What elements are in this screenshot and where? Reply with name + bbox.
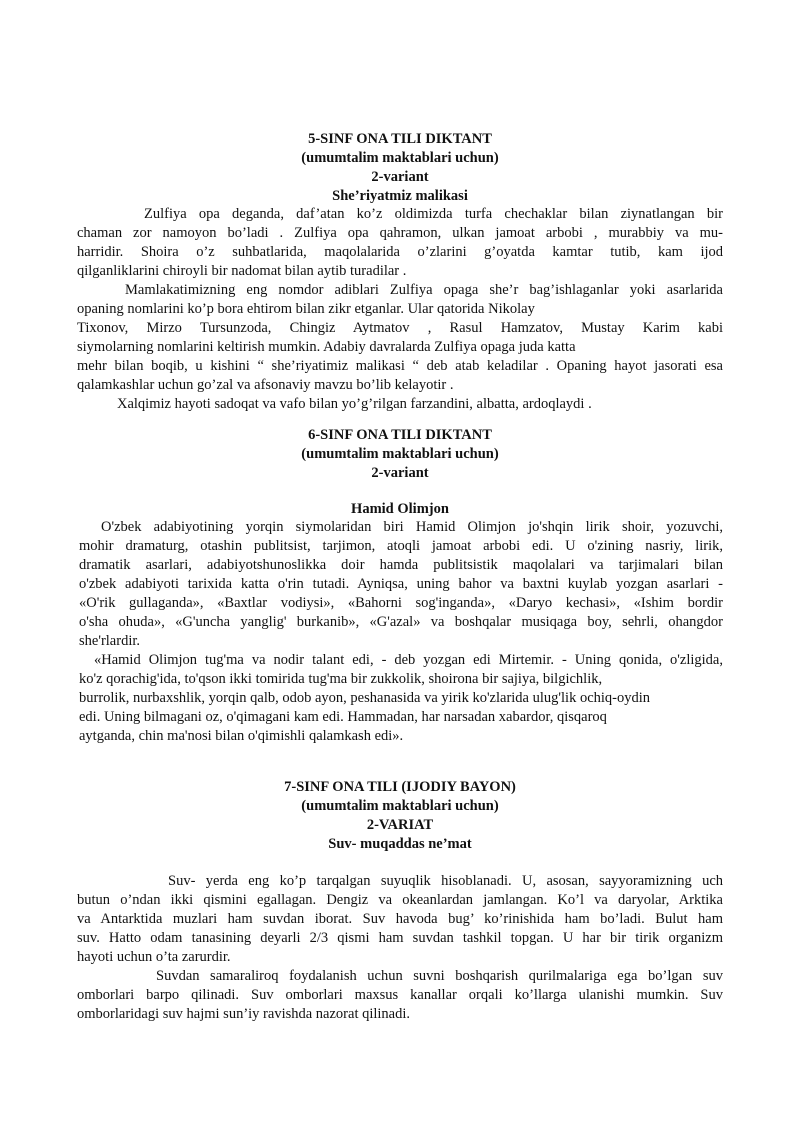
text-line: omborlaridagi suv hajmi sun’iy ravishda nazorat qilinadi. xyxy=(77,1006,411,1022)
text-line: chaman zor namoyon bo’ladi . Zulfiya opa qahramon, ulkan jamoat arbobi , murabbiy va mu- xyxy=(77,225,723,241)
heading-subtitle: (umumtalim maktablari uchun) xyxy=(301,798,499,814)
heading-title: 5-SINF ONA TILI DIKTANT xyxy=(308,131,492,147)
section-7-text xyxy=(77,872,723,1024)
text-line: Zulfiya opa deganda, daf’atan ko’z oldimizda turfa chechaklar bilan ziynatlangan bir xyxy=(144,206,723,222)
text-line: «O'rik gullaganda», «Baxtlar vodiysi», «Bahorni sog'inganda», «Daryo kechasi», «Ishim bordir xyxy=(79,595,723,611)
text-line: aytganda, chin ma'nosi bilan o'qimishli qalamkash edi». xyxy=(79,728,404,744)
text-line: mehr bilan boqib, u kishini “ she’riyatimiz malikasi “ deb atab keladilar . Opaning hayot jasorati esa xyxy=(77,358,723,374)
text-title: Suv- muqaddas ne’mat xyxy=(328,836,472,852)
text-line: qalamkashlar uchun go’zal va afsonaviy mavzu bo’lib kelayotir . xyxy=(77,377,454,393)
text-line: dramatik asarlari, adabiyotshunoslikka doir hamda publitsistik maqolalari va tarjimalari bilan xyxy=(79,557,723,573)
text-line: o'zbek adabiyoti tarixida katta o'rin tutadi. Ayniqsa, uning bahor va baxtni kuylab yozgan asarlari - xyxy=(79,576,723,592)
text-line: qilganliklarini chiroyli bir nadomat bilan aytib turadilar . xyxy=(77,263,407,279)
text-line: opaning nomlarini ko’p bora ehtirom bilan zikr etganlar. Ular qatorida Nikolay xyxy=(77,301,535,317)
text-line: burrolik, nurbaxshlik, yorqin qalb, odob ayon, peshanasida va yirik ko'zlarida ulug'lik ochiq-oydin xyxy=(79,690,651,706)
text-line: hayoti uchun o’ta zarurdir. xyxy=(77,949,231,965)
text-line: she'rlardir. xyxy=(79,633,140,649)
heading-variant: 2-variant xyxy=(371,169,429,185)
heading-subtitle: (umumtalim maktablari uchun) xyxy=(301,150,499,166)
heading-variant: 2-variant xyxy=(371,465,429,481)
section-5-heading xyxy=(77,130,723,206)
section-5-text xyxy=(77,205,723,414)
text-line: Tixonov, Mirzo Tursunzoda, Chingiz Aytmatov , Rasul Hamzatov, Mustay Karim kabi xyxy=(77,320,723,336)
text-line: siymolarning nomlarini keltirish mumkin. Adabiy davralarda Zulfiya opaga juda katta xyxy=(77,339,576,355)
text-line: omborlari barpo qilinadi. Suv omborlari maxsus kanallar orqali ko’llarga ulanishi mumkin. Suv xyxy=(77,987,723,1003)
text-line: Suv- yerda eng ko’p tarqalgan suyuqlik hisoblanadi. U, asosan, sayyoramizning uch xyxy=(168,873,723,889)
text-line: Mamlakatimizning eng nomdor adiblari Zulfiya opaga she’r bag’ishlaganlar yoki asarlarida xyxy=(125,282,723,298)
text-line: harridir. Shoira o’z suhbatlarida, maqolalarida o’zlarini g’oyatda kamtar tutib, kam ijod xyxy=(77,244,723,260)
text-line: o'sha ohuda», «G'uncha yanglig' burkanib», «G'azal» va boshqalar musiqaga boy, sehrli, ohangdor xyxy=(79,614,723,630)
text-line: O'zbek adabiyotining yorqin siymolaridan biri Hamid Olimjon jo'shqin lirik shoir, yozuvchi, xyxy=(101,519,723,535)
text-title: Hamid Olimjon xyxy=(351,501,449,517)
heading-subtitle: (umumtalim maktablari uchun) xyxy=(301,446,499,462)
text-line: mohir dramaturg, otashin publitsist, tarjimon, atoqli jamoat arbobi edi. U o'zining nasriy, lirik, xyxy=(79,538,723,554)
heading-variant: 2-VARIAT xyxy=(366,817,434,833)
text-line: va Antarktida muzlari ham suvdan iborat. Suv havoda bug’ ko’rinishida ham bo’ladi. Bulut ham xyxy=(77,911,723,927)
text-line: suv. Hatto odam tanasining deyarli 2/3 qismi ham suvdan tashkil topgan. U har bir tirik organizm xyxy=(77,930,723,946)
section-6-heading xyxy=(77,426,723,483)
text-title: She’riyatmiz malikasi xyxy=(332,188,468,204)
heading-title: 7-SINF ONA TILI (IJODIY BAYON) xyxy=(284,779,516,795)
heading-title: 6-SINF ONA TILI DIKTANT xyxy=(308,427,492,443)
text-line: «Hamid Olimjon tug'ma va nodir talant edi, - deb yozgan edi Mirtemir. - Uning qonida, o'zligida, xyxy=(94,652,723,668)
section-6-text xyxy=(79,518,723,746)
text-line: ko'z qorachig'ida, to'qson ikki tomirida tug'ma bir zukkolik, shoirona bir sajiya, bilgichlik, xyxy=(79,671,603,687)
text-line: butun o’ndan ikki qismini egallagan. Dengiz va okeanlardan jamlangan. Ko’l va daryolar, Arktika xyxy=(77,892,723,908)
text-line: Xalqimiz hayoti sadoqat va vafo bilan yo’g’rilgan farzandini, albatta, ardoqlaydi . xyxy=(117,396,592,412)
text-line: Suvdan samaraliroq foydalanish uchun suvni boshqarish qurilmalariga ega bo’lgan suv xyxy=(156,968,723,984)
section-7-heading xyxy=(77,778,723,854)
text-line: edi. Uning bilmagani oz, o'qimagani kam edi. Hammadan, har narsadan xabardor, qisqaroq xyxy=(79,709,607,725)
